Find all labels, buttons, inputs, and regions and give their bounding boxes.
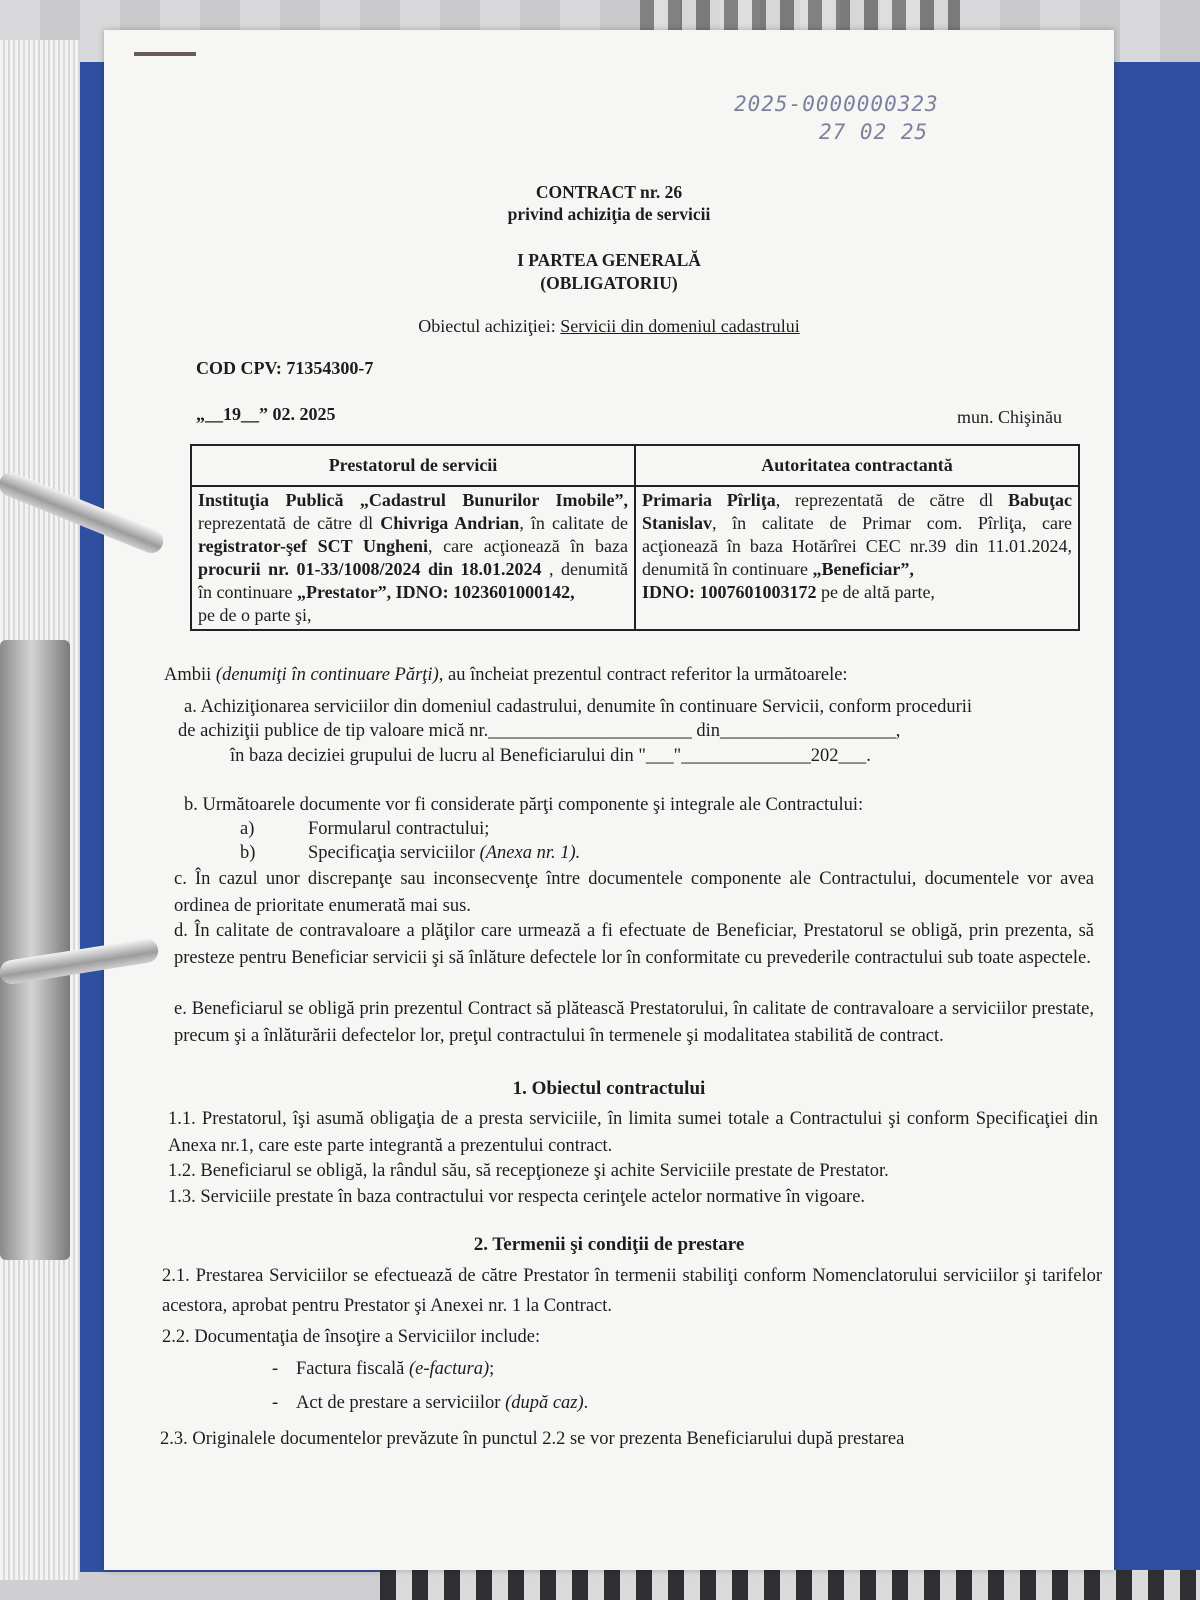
clause-2-2-item-2-dash: - bbox=[272, 1393, 279, 1413]
col-header-authority: Autoritatea contractantă bbox=[635, 445, 1079, 486]
section-1-title: 1. Obiectul contractului bbox=[512, 1078, 706, 1099]
clause-b-item-a-marker: a) bbox=[240, 819, 255, 839]
col-header-provider: Prestatorul de servicii bbox=[191, 445, 635, 486]
clause-2-3: 2.3. Originalele documentelor prevăzute în punctul 2.2 se vor prezenta Beneficiarului după prestarea bbox=[160, 1429, 905, 1449]
provider-proxy: procurii nr. 01-33/1008/2024 din 18.01.2024 bbox=[198, 559, 542, 580]
clause-b-item-b: Specificaţia serviciilor (Anexa nr. 1). bbox=[308, 843, 581, 863]
clause-a-line3: în baza deciziei grupului de lucru al Beneficiarului din "___"______________202___. bbox=[230, 746, 871, 766]
clause-2-2-item-1: Factura fiscală (e-factura); bbox=[296, 1359, 495, 1379]
authority-cell bbox=[635, 486, 1079, 630]
authority-t3: pe de altă parte, bbox=[816, 582, 935, 603]
authority-rep: Babuţac Stanislav bbox=[642, 490, 1072, 534]
clause-b-item-b-marker: b) bbox=[240, 843, 256, 863]
contract-date: „__19__” 02. 2025 bbox=[196, 404, 336, 424]
clause-a-line1: a. Achiziţionarea serviciilor din domeniul cadastrului, denumite în continuare Servicii, conform procedurii bbox=[184, 697, 973, 717]
intro-before: Ambii bbox=[164, 665, 216, 685]
provider-rep: Chivriga Andrian bbox=[380, 513, 520, 534]
provider-alias: „Prestator”, IDNO: 1023601000142, bbox=[296, 582, 575, 603]
authority-name: Primaria Pîrliţa bbox=[642, 490, 776, 511]
clause-1-2: 1.2. Beneficiarul se obligă, la rândul său, să recepţioneze şi achite Serviciile prestate de Prestator. bbox=[168, 1161, 889, 1181]
provider-t1: reprezentată de către dl bbox=[198, 513, 381, 534]
provider-t4: , denumită în continuare bbox=[198, 559, 628, 603]
authority-t1: , reprezentată de către dl bbox=[775, 490, 1008, 511]
provider-t5: pe de o parte şi, bbox=[198, 605, 312, 626]
clause-2-2-item-1-dash: - bbox=[272, 1359, 279, 1379]
object-label: Obiectul achiziţiei: bbox=[418, 316, 556, 336]
intro-italic: (denumiţi în continuare Părţi) bbox=[215, 665, 439, 685]
cpv-code: COD CPV: 71354300-7 bbox=[196, 358, 374, 378]
contract-city: mun. Chişinău bbox=[956, 407, 1062, 427]
clause-2-2-item-2: Act de prestare a serviciilor (după caz). bbox=[296, 1393, 589, 1413]
clause-1-1: 1.1. Prestatorul, îşi asumă obligaţia de a presta serviciile, în limita sumei totale a Contractului şi conform Specificaţiei din Anexa nr.1, care este parte integrantă a prezentului contract. bbox=[168, 1109, 1098, 1156]
part-note: (OBLIGATORIU) bbox=[540, 273, 678, 293]
clause-1-3: 1.3. Serviciile prestate în baza contractului vor respecta cerinţele actelor normative în vigoare. bbox=[168, 1187, 866, 1207]
clause-a-line2: de achiziţii publice de tip valoare mică nr.______________________ din___________________, bbox=[178, 721, 901, 741]
object-value: Servicii din domeniul cadastrului bbox=[560, 316, 800, 336]
contract-subtitle: privind achiziţia de servicii bbox=[507, 204, 711, 224]
authority-idno: IDNO: 1007601003172 bbox=[642, 582, 817, 603]
parties-table bbox=[190, 444, 1080, 631]
section-2-title: 2. Termenii şi condiţii de prestare bbox=[473, 1234, 745, 1255]
clause-c: c. În cazul unor discrepanţe sau inconsecvenţe între documentele componente ale Contractului, documentele vor avea ordinea de prioritate enumerată mai sus. bbox=[174, 869, 1094, 916]
clause-b-item-a: Formularul contractului; bbox=[308, 819, 490, 839]
object-line bbox=[104, 314, 1114, 340]
provider-role: registrator-şef SCT Ungheni bbox=[198, 536, 428, 557]
registration-date-handwritten: 27 02 25 bbox=[819, 120, 929, 144]
clause-2-1: 2.1. Prestarea Serviciilor se efectuează de către Prestator în termenii stabiliţi conform Nomenclatorului serviciilor şi tarifelor acestora, aprobat pentru Prestator şi Anexei nr. 1 la Contract. bbox=[162, 1266, 1102, 1316]
provider-t3: , care acţionează în baza bbox=[427, 536, 628, 557]
authority-t2: , în calitate de Primar com. Pîrliţa, care acţionează în baza Hotărîrei CEC nr.39 din 11.01.2024, denumită în continuare bbox=[642, 513, 1072, 580]
intro-paragraph bbox=[164, 662, 1084, 688]
registration-number-handwritten: 2025-0000000323 bbox=[734, 92, 939, 116]
clause-d: d. În calitate de contravaloare a plăţilor care urmează a fi efectuate de Beneficiar, Prestatorul se obligă, prin prezenta, să presteze pentru Beneficiar servicii şi să înlăture defectele lor în conformitate cu prevederile contractului sub toate aspectele. bbox=[174, 921, 1094, 968]
clause-e: e. Beneficiarul se obligă prin prezentul Contract să plătească Prestatorului, în calitate de contravaloare a serviciilor prestate, precum şi a înlăturării defectelor lor, preţul contractului în termenele şi modalitatea stabilită de contract. bbox=[174, 999, 1094, 1046]
clause-2-2: 2.2. Documentaţia de însoţire a Serviciilor include: bbox=[162, 1327, 541, 1347]
contract-title: CONTRACT nr. 26 bbox=[535, 182, 683, 202]
patterned-fabric-bottom bbox=[380, 1570, 1200, 1600]
provider-name: Instituţia Publică „Cadastrul Bunurilor Imobile”, bbox=[198, 490, 628, 511]
provider-t2: , în calitate de bbox=[519, 513, 628, 534]
intro-after: , au încheiat prezentul contract referitor la următoarele: bbox=[438, 665, 848, 685]
document-page bbox=[104, 30, 1114, 1570]
clause-b-line: b. Următoarele documente vor fi considerate părţi componente şi integrale ale Contractului: bbox=[184, 795, 864, 815]
provider-cell bbox=[191, 486, 635, 630]
pen-mark bbox=[134, 52, 196, 56]
part-heading: I PARTEA GENERALĂ bbox=[517, 250, 701, 270]
binder-mechanism bbox=[0, 640, 70, 1260]
authority-alias: „Beneficiar”, bbox=[812, 559, 914, 580]
